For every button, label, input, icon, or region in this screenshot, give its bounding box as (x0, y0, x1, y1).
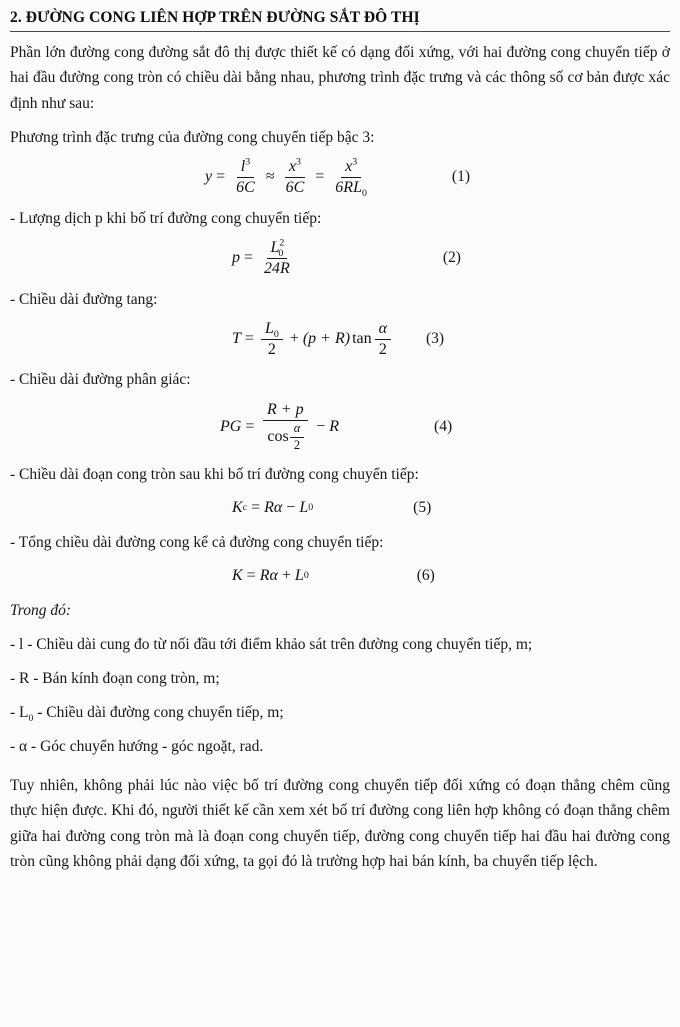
eq2-fraction-denominator: 24R (264, 259, 290, 277)
eq3-f1-num-var: L (264, 319, 274, 337)
eq6-operator: + (281, 566, 291, 584)
eq1-fraction-3-numerator (341, 158, 361, 178)
eq3-group: (p + R) (302, 330, 351, 348)
eq4-lhs: PG (220, 417, 242, 435)
equation-6-number: (6) (416, 566, 435, 584)
equation-5-row (10, 495, 670, 521)
eq4-fraction-denominator (261, 421, 309, 453)
equation-4-lead-text: - Chiều dài đường phân giác: (10, 371, 191, 389)
eq2-fraction-numerator (267, 239, 288, 259)
equation-1-row (10, 158, 670, 197)
eq2-num-exp: 2 (279, 237, 285, 249)
eq5-term-1: Rα (264, 498, 283, 516)
equation-2-lead-text: - Lượng dịch p khi bố trí đường cong chuyển tiếp: (10, 209, 322, 227)
eq3-fraction-2-numerator: α (375, 320, 391, 340)
eq1-fraction-3 (331, 158, 371, 197)
equation-4-number: (4) (434, 417, 453, 435)
equation-1-body (205, 158, 374, 197)
eq6-relation: = (246, 566, 256, 584)
eq4-inner-fraction-denominator: 2 (293, 437, 301, 452)
eq1-f3-den-pre: 6RL (335, 178, 362, 196)
definition-L0-prefix: - L (10, 704, 29, 722)
eq4-rhs: R (329, 417, 340, 435)
definition-item-L0 (10, 700, 670, 725)
eq1-relation-3: = (315, 168, 325, 186)
eq4-fraction (261, 401, 309, 453)
eq3-fraction-2 (375, 320, 391, 359)
equation-2-body (232, 239, 297, 278)
eq2-num-var: L (270, 238, 280, 256)
eq3-fraction-1 (261, 320, 283, 359)
eq3-fraction-1-numerator (261, 320, 283, 340)
eq5-relation: = (251, 498, 261, 516)
where-label: Trong đó: (10, 601, 72, 619)
equation-5-body: K c = Rα − L 0 (232, 498, 314, 516)
eq3-lhs: T (232, 330, 241, 348)
equation-5-lead-text: - Chiều dài đoạn cong tròn sau khi bố trí đường cong chuyển tiếp: (10, 465, 419, 483)
eq1-fraction-2 (282, 158, 309, 197)
eq3-operator: + (289, 330, 299, 348)
eq3-fraction-1-denominator: 2 (267, 340, 276, 358)
eq1-fraction-1-numerator (237, 158, 254, 178)
intro-paragraph: Phần lớn đường cong đường sắt đô thị được thiết kế có dạng đối xứng, với hai đường cong chuyển tiếp ở hai đầu đường cong tròn có chiều dài bằng nhau, phương trình đặc trưng và các thông số cơ bản được xác định như sau: (10, 44, 670, 112)
equation-1-number: (1) (451, 168, 470, 186)
closing-paragraph: Tuy nhiên, không phải lúc nào việc bố trí đường cong chuyển tiếp đối xứng có đoạn thẳng chêm cũng thực hiện được. Khi đó, người thiết kế cần xem xét bố trí đường cong liên hợp không có đoạn thẳng chêm giữa hai đường cong tròn mà là đoạn cong chuyển tiếp, đường cong chuyển tiếp hai đầu hai đường cong tròn cũng không phải dạng đối xứng, ta gọi đó là trường hợp hai bán kính, ba chuyển tiếp lệch. (10, 777, 670, 870)
eq2-fraction (260, 239, 294, 278)
equation-3-row (10, 320, 670, 359)
eq1-fraction-1-denominator: 6C (236, 178, 255, 196)
eq3-relation: = (244, 330, 254, 348)
eq5-operator: − (286, 498, 296, 516)
eq1-fraction-1 (232, 158, 259, 197)
eq1-f3-num-exp: 3 (352, 156, 358, 168)
definition-item-R: - R - Bán kính đoạn cong tròn, m; (10, 670, 220, 688)
equation-5-number: (5) (413, 498, 432, 516)
definition-item-l: - l - Chiều dài cung đo từ nối đầu tới điểm khảo sát trên đường cong chuyển tiếp, m; (10, 635, 533, 653)
eq4-inner-fraction-numerator: α (290, 422, 305, 438)
eq1-f3-den-sub: 0 (361, 187, 367, 199)
eq3-f1-num-sub: 0 (273, 328, 279, 340)
eq1-fraction-2-numerator (285, 158, 305, 178)
eq6-lhs-var: K (232, 566, 243, 584)
eq4-cos-function: cos (267, 428, 289, 446)
page-title: 2. ĐƯỜNG CONG LIÊN HỢP TRÊN ĐƯỜNG SẮT ĐÔ THỊ (10, 9, 420, 26)
eq1-fraction-3-denominator (331, 178, 371, 197)
eq2-lhs: p (232, 249, 240, 267)
eq1-fraction-2-denominator: 6C (285, 178, 305, 196)
equation-2-number: (2) (442, 249, 461, 267)
eq1-f1-num-exp: 3 (245, 156, 251, 168)
equation-6-row (10, 563, 670, 589)
eq2-num-sub: 0 (278, 247, 284, 259)
equation-3-number: (3) (426, 330, 445, 348)
eq1-relation-2: ≈ (265, 168, 275, 186)
equation-3-body (232, 320, 394, 359)
equation-1-lead-text: Phương trình đặc trưng của đường cong chuyển tiếp bậc 3: (10, 128, 375, 146)
equation-4-body (220, 401, 339, 453)
eq6-term-1: Rα (259, 566, 278, 584)
definition-L0-subscript: 0 (28, 713, 34, 725)
eq6-term-2-var: L (294, 566, 304, 584)
eq1-f2-num-exp: 3 (296, 156, 301, 168)
eq1-f1-num-var: l (240, 157, 246, 175)
eq3-fraction-2-denominator: 2 (378, 340, 387, 358)
equation-4-row (10, 401, 670, 453)
heading-divider (10, 31, 670, 32)
eq1-f3-num-var: x (345, 157, 353, 175)
equation-6-lead-text: - Tổng chiều dài đường cong kể cả đường cong chuyển tiếp: (10, 533, 384, 551)
eq1-f2-num-var: x (288, 157, 296, 175)
equation-3-lead-text: - Chiều dài đường tang: (10, 290, 158, 308)
eq5-lhs-var: K (232, 498, 243, 516)
eq1-lhs: y (205, 168, 213, 186)
eq3-tan-function: tan (352, 330, 372, 348)
definition-L0-rest: - Chiều dài đường cong chuyển tiếp, m; (33, 704, 284, 722)
equation-2-row (10, 239, 670, 278)
eq5-term-2-var: L (299, 498, 309, 516)
eq4-fraction-numerator: R + p (263, 401, 308, 421)
definition-item-alpha: - α - Góc chuyển hướng - góc ngoặt, rad. (10, 738, 264, 756)
eq2-relation: = (244, 249, 254, 267)
eq1-relation-1: = (216, 168, 226, 186)
equation-6-body: K = Rα + L 0 (232, 566, 309, 584)
eq4-operator: − (316, 417, 326, 435)
eq4-inner-fraction (290, 422, 305, 453)
eq4-relation: = (245, 417, 255, 435)
